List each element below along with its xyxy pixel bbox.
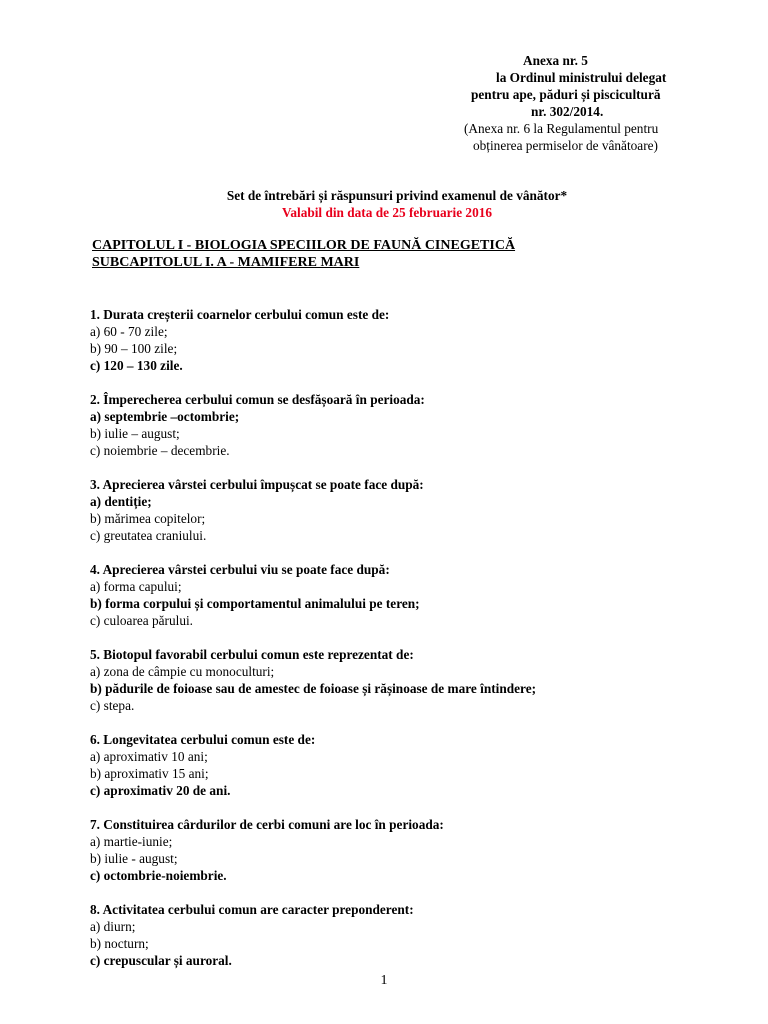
- subchapter-title: SUBCAPITOLUL I. A - MAMIFERE MARI: [92, 255, 360, 270]
- title-block: [0, 187, 768, 221]
- answer-option: c) stepa.: [90, 698, 135, 713]
- question-text: 6. Longevitatea cerbului comun este de:: [90, 732, 316, 747]
- answer-option: a) diurn;: [90, 919, 136, 934]
- question-text: 1. Durata creșterii coarnelor cerbului comun este de:: [90, 307, 390, 322]
- correct-answer-option: b) pădurile de foioase sau de amestec de foioase și rășinoase de mare întindere;: [90, 681, 537, 696]
- question-item: [90, 306, 730, 374]
- document-title: Set de întrebări și răspunsuri privind examenul de vânător*: [226, 188, 568, 203]
- question-text: 5. Biotopul favorabil cerbului comun este reprezentat de:: [90, 647, 414, 662]
- annex-line: nr. 302/2014.: [531, 104, 604, 119]
- correct-answer-option: c) 120 – 130 zile.: [90, 358, 183, 373]
- correct-answer-option: c) aproximativ 20 de ani.: [90, 783, 231, 798]
- question-text: 4. Aprecierea vârstei cerbului viu se poate face după:: [90, 562, 390, 577]
- correct-answer-option: c) octombrie-noiembrie.: [90, 868, 227, 883]
- validity-date: Valabil din data de 25 februarie 2016: [281, 205, 493, 220]
- question-item: [90, 391, 730, 459]
- answer-option: c) culoarea părului.: [90, 613, 193, 628]
- answer-option: b) aproximativ 15 ani;: [90, 766, 209, 781]
- question-text: 3. Aprecierea vârstei cerbului împușcat se poate face după:: [90, 477, 424, 492]
- answer-option: c) greutatea craniului.: [90, 528, 207, 543]
- answer-option: a) 60 - 70 zile;: [90, 324, 168, 339]
- chapter-title: CAPITOLUL I - BIOLOGIA SPECIILOR DE FAUNĂ CINEGETICĂ: [92, 238, 516, 253]
- answer-option: b) 90 – 100 zile;: [90, 341, 178, 356]
- answer-option: b) iulie – august;: [90, 426, 180, 441]
- correct-answer-option: c) crepuscular și auroral.: [90, 953, 232, 968]
- annex-line: pentru ape, păduri și piscicultură: [471, 87, 661, 102]
- chapter-headings: [92, 237, 515, 271]
- question-list: [90, 306, 730, 986]
- answer-option: b) mărimea copitelor;: [90, 511, 206, 526]
- correct-answer-option: a) septembrie –octombrie;: [90, 409, 240, 424]
- annex-line: (Anexa nr. 6 la Regulamentul pentru: [464, 121, 659, 136]
- answer-option: a) zona de câmpie cu monoculturi;: [90, 664, 275, 679]
- correct-answer-option: a) dentiție;: [90, 494, 152, 509]
- page-number: 1: [380, 973, 388, 988]
- question-item: [90, 731, 730, 799]
- question-text: 8. Activitatea cerbului comun are caracter preponderent:: [90, 902, 414, 917]
- answer-option: c) noiembrie – decembrie.: [90, 443, 230, 458]
- question-item: [90, 901, 730, 969]
- question-item: [90, 561, 730, 629]
- answer-option: a) martie-iunie;: [90, 834, 173, 849]
- answer-option: a) aproximativ 10 ani;: [90, 749, 208, 764]
- question-item: [90, 816, 730, 884]
- annex-header: [440, 52, 730, 154]
- question-text: 2. Împerecherea cerbului comun se desfășoară în perioada:: [90, 392, 425, 407]
- correct-answer-option: b) forma corpului și comportamentul animalului pe teren;: [90, 596, 420, 611]
- annex-line: la Ordinul ministrului delegat: [496, 70, 667, 85]
- question-item: [90, 646, 730, 714]
- question-text: 7. Constituirea cârdurilor de cerbi comuni are loc în perioada:: [90, 817, 444, 832]
- question-item: [90, 476, 730, 544]
- answer-option: b) nocturn;: [90, 936, 149, 951]
- annex-line: Anexa nr. 5: [523, 53, 588, 68]
- answer-option: b) iulie - august;: [90, 851, 178, 866]
- answer-option: a) forma capului;: [90, 579, 182, 594]
- annex-line: obținerea permiselor de vânătoare): [473, 138, 658, 153]
